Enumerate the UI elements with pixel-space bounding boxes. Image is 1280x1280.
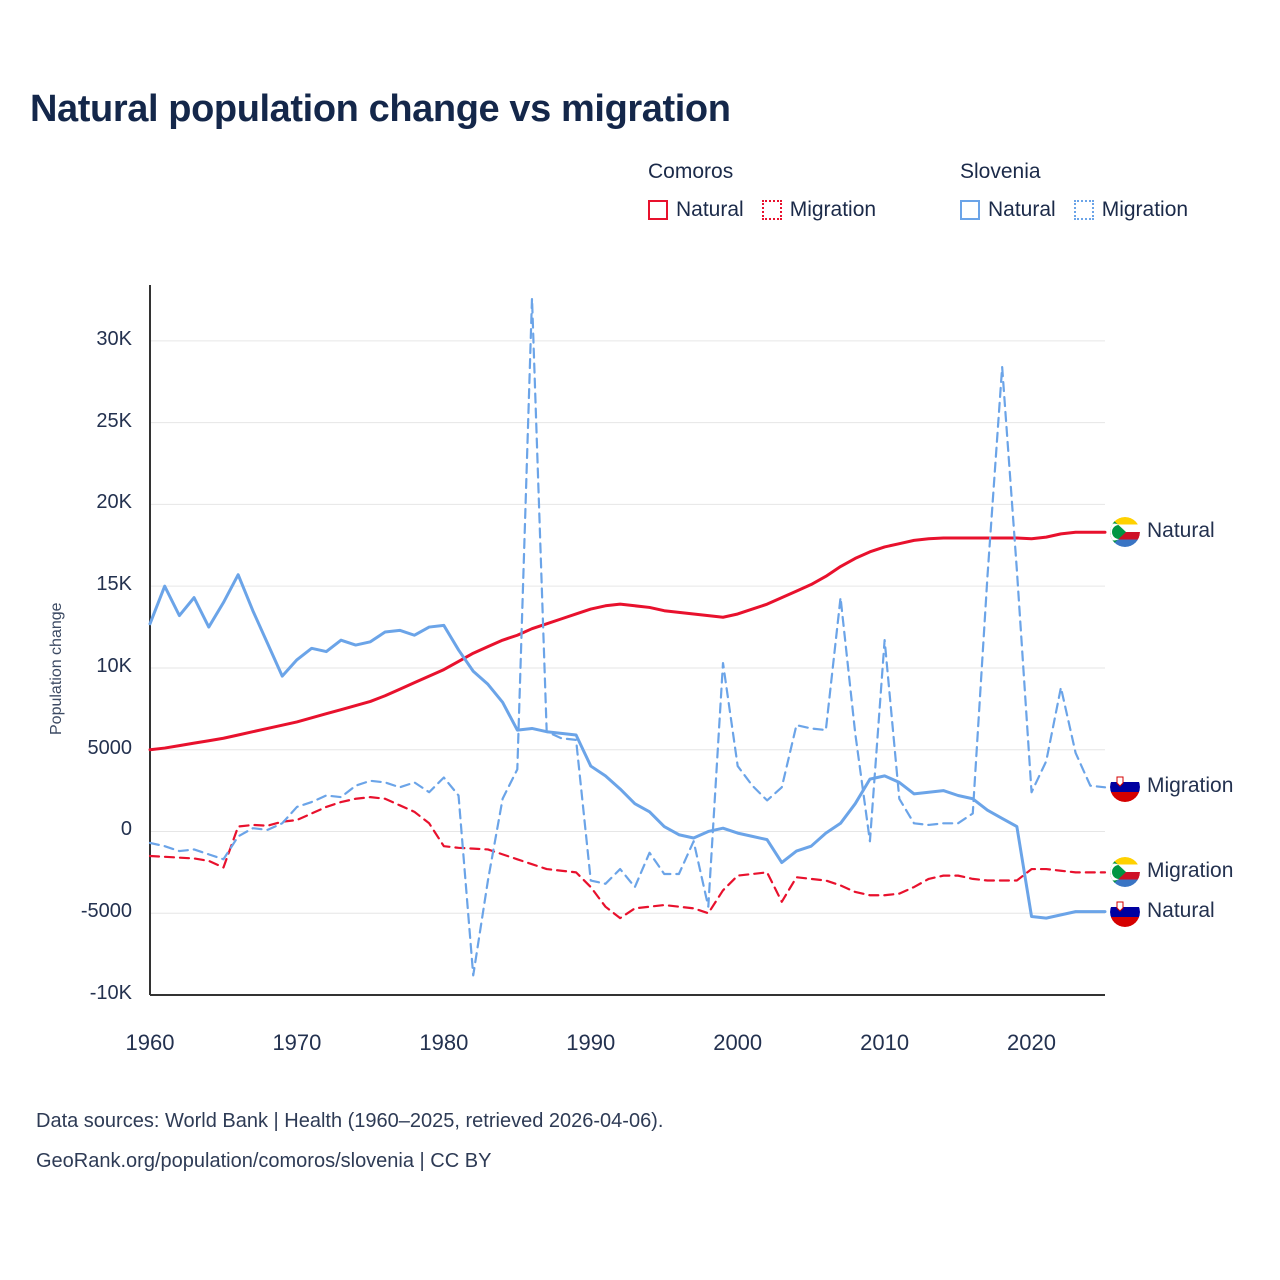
- x-tick-label: 2000: [713, 1030, 763, 1055]
- flag-slovenia-natural-icon: [1110, 897, 1140, 927]
- x-tick-label: 1980: [419, 1030, 469, 1055]
- x-tick-label: 2020: [1007, 1030, 1056, 1055]
- legend-label-comoros-natural: Natural: [676, 198, 744, 221]
- y-tick-label: 30K: [96, 327, 132, 350]
- x-tick-label: 1970: [272, 1030, 322, 1055]
- end-label-slovenia-migration: Migration: [1147, 774, 1234, 798]
- end-label-slovenia-natural: Natural: [1147, 898, 1215, 922]
- legend-country-slovenia: Slovenia: [960, 160, 1041, 183]
- end-label-comoros-migration: Migration: [1147, 859, 1234, 883]
- footer-data-sources: Data sources: World Bank | Health (1960–2025, retrieved 2026-04-06).: [36, 1110, 664, 1132]
- footer-attribution: GeoRank.org/population/comoros/slovenia | CC BY: [36, 1150, 492, 1172]
- page-title: Natural population change vs migration: [30, 88, 731, 130]
- legend-label-comoros-migration: Migration: [789, 198, 877, 221]
- y-tick-label: 5000: [87, 736, 132, 759]
- x-tick-label: 2010: [860, 1030, 910, 1055]
- end-label-comoros-natural: Natural: [1147, 519, 1215, 543]
- x-tick-label: 1960: [125, 1030, 175, 1055]
- y-tick-label: 15K: [96, 573, 132, 596]
- series-line-comoros-migration: [150, 797, 1105, 918]
- series-line-slovenia-natural: [150, 575, 1105, 918]
- series-line-slovenia-migration: [150, 298, 1105, 975]
- y-tick-label: 25K: [96, 409, 132, 432]
- series-line-comoros-natural: [150, 532, 1105, 750]
- x-tick-label: 1990: [566, 1030, 616, 1055]
- y-axis-label: Population change: [48, 602, 65, 735]
- legend-label-slovenia-natural: Natural: [988, 198, 1056, 221]
- legend-label-slovenia-migration: Migration: [1101, 198, 1189, 221]
- legend-country-comoros: Comoros: [648, 160, 734, 183]
- y-tick-label: 10K: [96, 654, 132, 677]
- y-tick-label: -5000: [80, 900, 132, 923]
- y-tick-label: 20K: [96, 491, 132, 514]
- y-tick-label: -10K: [89, 982, 132, 1004]
- y-tick-label: 0: [120, 818, 132, 841]
- flag-comoros-natural-icon: [1110, 517, 1140, 547]
